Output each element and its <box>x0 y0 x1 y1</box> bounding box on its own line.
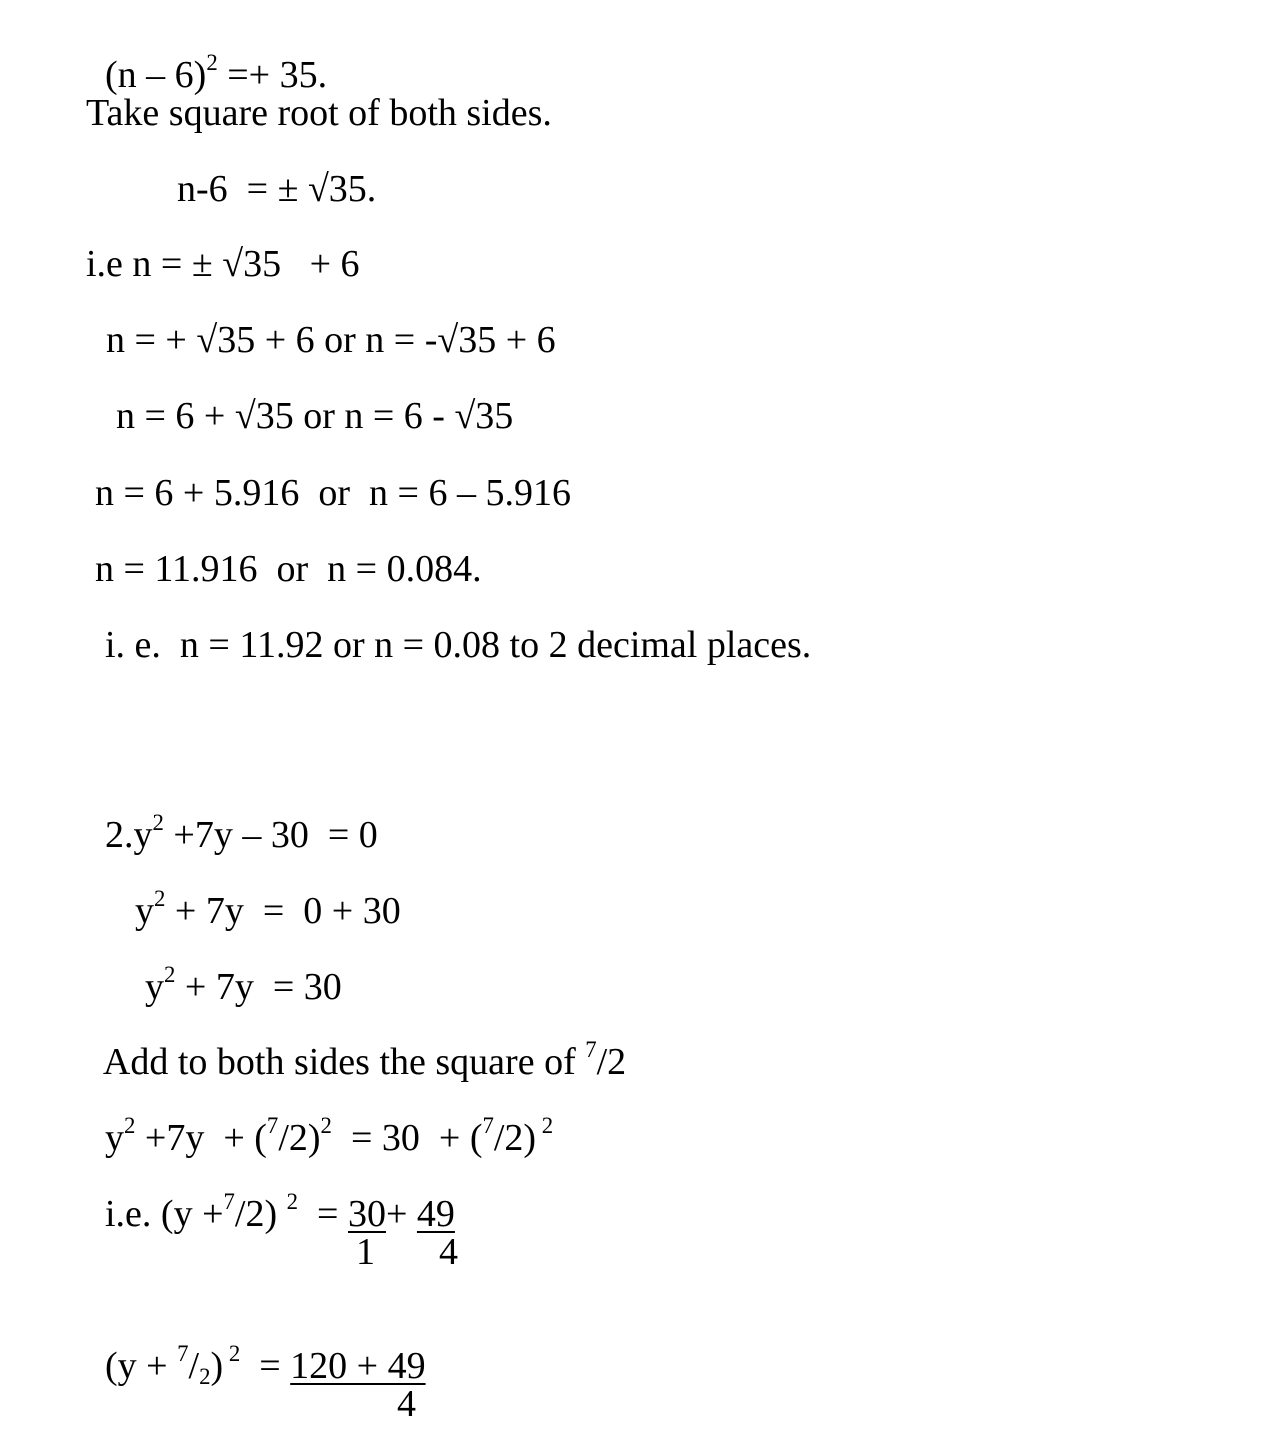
fraction-denominator-final: 4 <box>397 1383 416 1425</box>
q2-text: 2.y <box>105 814 153 856</box>
instruction-add-square <box>86 1005 626 1081</box>
equation-line-17 <box>86 1309 426 1389</box>
l15-exp-2: 2 <box>286 1188 299 1214</box>
l15-equals: = <box>298 1193 348 1235</box>
equation-line-3: n-6 = ± √35. <box>177 168 377 210</box>
question-2-equation <box>86 778 378 854</box>
l12-exponent: 2 <box>164 961 176 987</box>
l14-exp-2: 7 <box>266 1112 279 1138</box>
fraction-denominator-1: 1 <box>356 1231 375 1273</box>
l14-y: y <box>105 1117 124 1159</box>
l15-part-b: /2) <box>234 1193 287 1235</box>
l14-part-c: /2) <box>278 1117 321 1159</box>
l14-exp-4: 7 <box>482 1112 494 1138</box>
l17-exp-2: 2 <box>223 1340 241 1366</box>
equation-line-7: n = 6 + 5.916 or n = 6 – 5.916 <box>95 472 571 514</box>
fraction-denominator-4: 4 <box>439 1231 458 1273</box>
equation-line-15 <box>86 1157 455 1233</box>
equation-line-5: n = + √35 + 6 or n = -√35 + 6 <box>106 319 556 361</box>
l11-rest: + 7y = 0 + 30 <box>165 890 401 932</box>
l17-exp-1: 7 <box>177 1340 189 1366</box>
equation-line-6: n = 6 + √35 or n = 6 - √35 <box>116 395 514 437</box>
line-1-rhs: =+ 35. <box>217 54 328 96</box>
l14-part-b: +7y + ( <box>135 1117 267 1159</box>
l17-equals: = <box>240 1345 291 1387</box>
l13-numerator: 7 <box>585 1036 597 1062</box>
answer-line-decimal-places: i. e. n = 11.92 or n = 0.08 to 2 decimal places. <box>105 624 812 666</box>
l15-exp-1: 7 <box>223 1188 235 1214</box>
l17-slash: / <box>188 1345 200 1387</box>
l11-exponent: 2 <box>154 885 166 911</box>
l17-part-a: (y + <box>105 1345 178 1387</box>
l13-denominator: /2 <box>596 1041 627 1083</box>
l17-subscript: 2 <box>199 1363 211 1389</box>
l14-part-e: /2) <box>493 1117 537 1159</box>
equation-line-1 <box>86 18 327 94</box>
l15-part-a: i.e. (y + <box>105 1193 224 1235</box>
equation-line-12 <box>126 930 342 1006</box>
line-1-text: (n – 6) <box>105 54 207 96</box>
l14-part-d: = 30 + ( <box>331 1117 483 1159</box>
l14-exp-5: 2 <box>536 1112 554 1138</box>
fraction-numerator-120-plus-49: 120 + 49 <box>290 1345 426 1387</box>
l13-text: Add to both sides the square of <box>102 1041 586 1083</box>
fraction-numerator-49: 49 <box>416 1193 455 1235</box>
l14-exp-3: 2 <box>320 1112 332 1138</box>
l15-plus: + <box>385 1193 417 1235</box>
equation-line-8: n = 11.916 or n = 0.084. <box>95 548 482 590</box>
equation-line-4: i.e n = ± √35 + 6 <box>86 243 360 285</box>
equation-line-14 <box>86 1081 553 1157</box>
l12-y: y <box>145 966 164 1008</box>
q2-rhs: +7y – 30 = 0 <box>163 814 378 856</box>
l17-paren: ) <box>210 1345 224 1387</box>
l12-rest: + 7y = 30 <box>175 966 342 1008</box>
l14-exp-1: 2 <box>124 1112 136 1138</box>
l11-y: y <box>135 890 154 932</box>
equation-line-11 <box>116 854 401 930</box>
instruction-square-root: Take square root of both sides. <box>86 92 552 134</box>
fraction-numerator-30: 30 <box>347 1193 386 1235</box>
q2-exponent: 2 <box>152 809 164 835</box>
line-1-exponent: 2 <box>206 49 218 75</box>
